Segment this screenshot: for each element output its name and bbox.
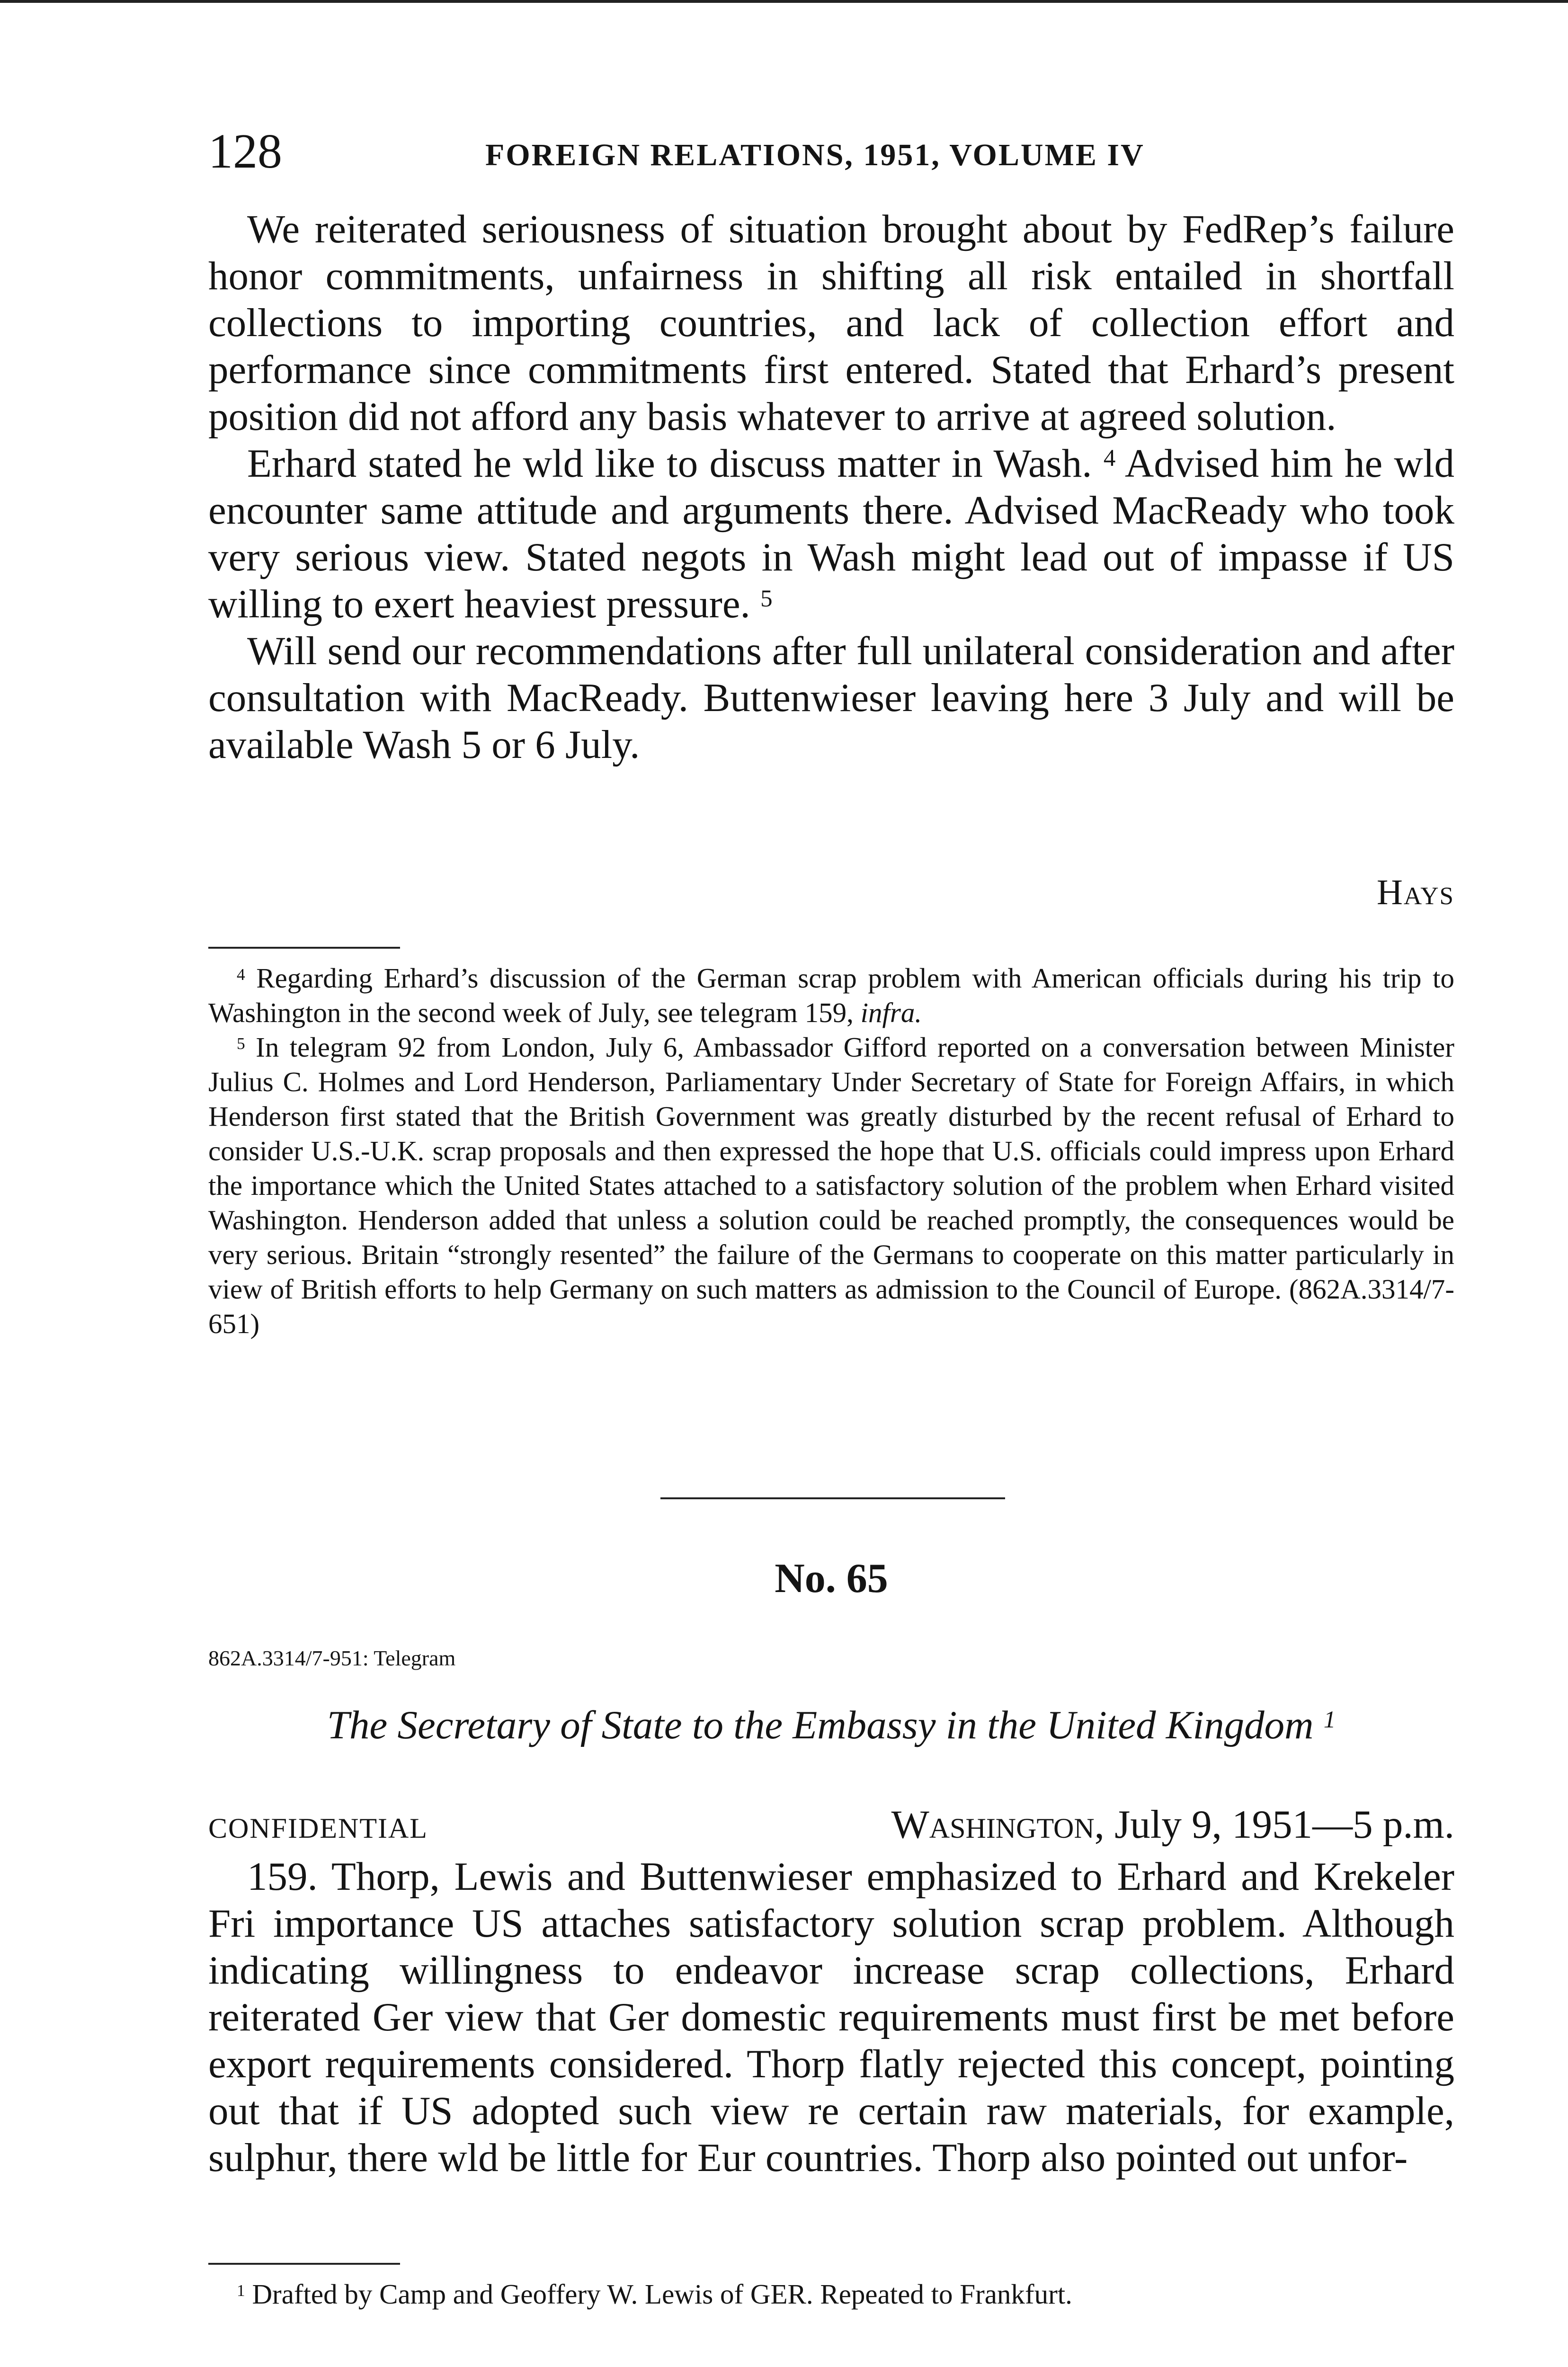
footnote-1-marker: 1	[237, 2281, 245, 2300]
page-number: 128	[208, 124, 282, 178]
file-reference: 862A.3314/7-951: Telegram	[208, 1646, 456, 1670]
section-divider-rule	[660, 1497, 1005, 1499]
document-title	[208, 1702, 1454, 1749]
footnote-1	[208, 2277, 1454, 2312]
paragraph-2	[208, 440, 1454, 628]
page-header	[208, 125, 1458, 178]
classification: CONFIDENTIAL	[208, 1813, 428, 1844]
paragraph-1: We reiterated seriousness of situation brought about by FedRep’s failure honor commitments, unfairness in shifting all risk entailed in shortfall collections to importing countries, and lack of collection effort and performance since commitments first entered. Stated that Erhard’s present position did not afford any basis whatever to arrive at agreed solution.	[208, 207, 1454, 439]
footnote-5-marker: 5	[237, 1034, 245, 1053]
footnote-4-marker: 4	[237, 965, 245, 984]
document-64-body	[208, 206, 1454, 768]
dateline-date: July 9, 1951—5 p.m.	[1114, 1802, 1454, 1847]
footnote-rule	[208, 947, 400, 949]
footnote-5-text: In telegram 92 from London, July 6, Ambassador Gifford reported on a conversation between Minister Julius C. Holmes and Lord Henderson, Parliamentary Under Secretary of State for Foreign Affairs, in which Henderson first stated that the British Government was greatly disturbed by the recent refusal of Erhard to consider U.S.-U.K. scrap proposals and then expressed the hope that U.S. officials could impress upon Erhard the importance which the United States attached to a satisfactory solution of the problem when Erhard visited Washington. Henderson added that unless a solution could be reached promptly, the consequences would be very serious. Britain “strongly resented” the failure of the Germans to cooperate on this matter particularly in view of British efforts to help Germany on such matters as admission to the Council of Europe. (862A.3314/7-651)	[208, 1032, 1455, 1339]
dateline-row	[208, 1801, 1454, 1849]
signature: Hays	[1376, 872, 1454, 912]
footnote-4-text: Regarding Erhard’s discussion of the German scrap problem with American officials during his trip to Washington in the second week of July, see telegram 159,	[208, 962, 1454, 1028]
footnote-ref-4: 4	[1103, 445, 1116, 472]
dateline-place: Washington,	[891, 1802, 1105, 1847]
paragraph-2-part-1: Erhard stated he wld like to discuss matter in Wash.	[247, 441, 1092, 486]
top-edge-line	[0, 0, 1568, 3]
footnote-5	[208, 1030, 1454, 1341]
footnote-ref-1: 1	[1323, 1707, 1336, 1734]
paragraph-3: Will send our recommendations after full unilateral consideration and after consultation with MacReady. Buttenwieser leaving here 3 July and will be available Wash 5 or 6 July.	[208, 629, 1454, 767]
footnotes-document-65	[208, 2277, 1454, 2312]
dateline	[891, 1801, 1454, 1848]
footnote-4	[208, 961, 1454, 1030]
footnote-rule-2	[208, 2263, 400, 2265]
footnote-4-infra: infra.	[860, 997, 922, 1028]
footnote-ref-5: 5	[760, 586, 773, 613]
document-title-text: The Secretary of State to the Embassy in the United Kingdom	[327, 1703, 1314, 1747]
telegram-paragraph: 159. Thorp, Lewis and Buttenwieser emphasized to Erhard and Krekeler Fri importance US attaches satisfactory solution scrap problem. Although indicating willingness to endeavor increase scrap collections, Erhard reiterated Ger view that Ger domestic requirements must first be met before export requirements considered. Thorp flatly rejected this concept, pointing out that if US adopted such view re certain raw materials, for example, sulphur, there wld be little for Eur countries. Thorp also pointed out unfor-	[208, 1854, 1454, 2180]
document-65-body	[208, 1853, 1454, 2181]
document-number: No. 65	[775, 1556, 888, 1602]
footnote-1-text: Drafted by Camp and Geoffery W. Lewis of GER. Repeated to Frankfurt.	[252, 2278, 1072, 2310]
footnotes-document-64	[208, 961, 1454, 1341]
paragraph-2-part-2: Advised him he wld encounter same attitude and arguments there. Advised MacReady who took very serious view. Stated negots in Wash might lead out of impasse if US willing to exert heaviest pressure.	[208, 441, 1455, 626]
running-title: FOREIGN RELATIONS, 1951, VOLUME IV	[485, 138, 1145, 172]
